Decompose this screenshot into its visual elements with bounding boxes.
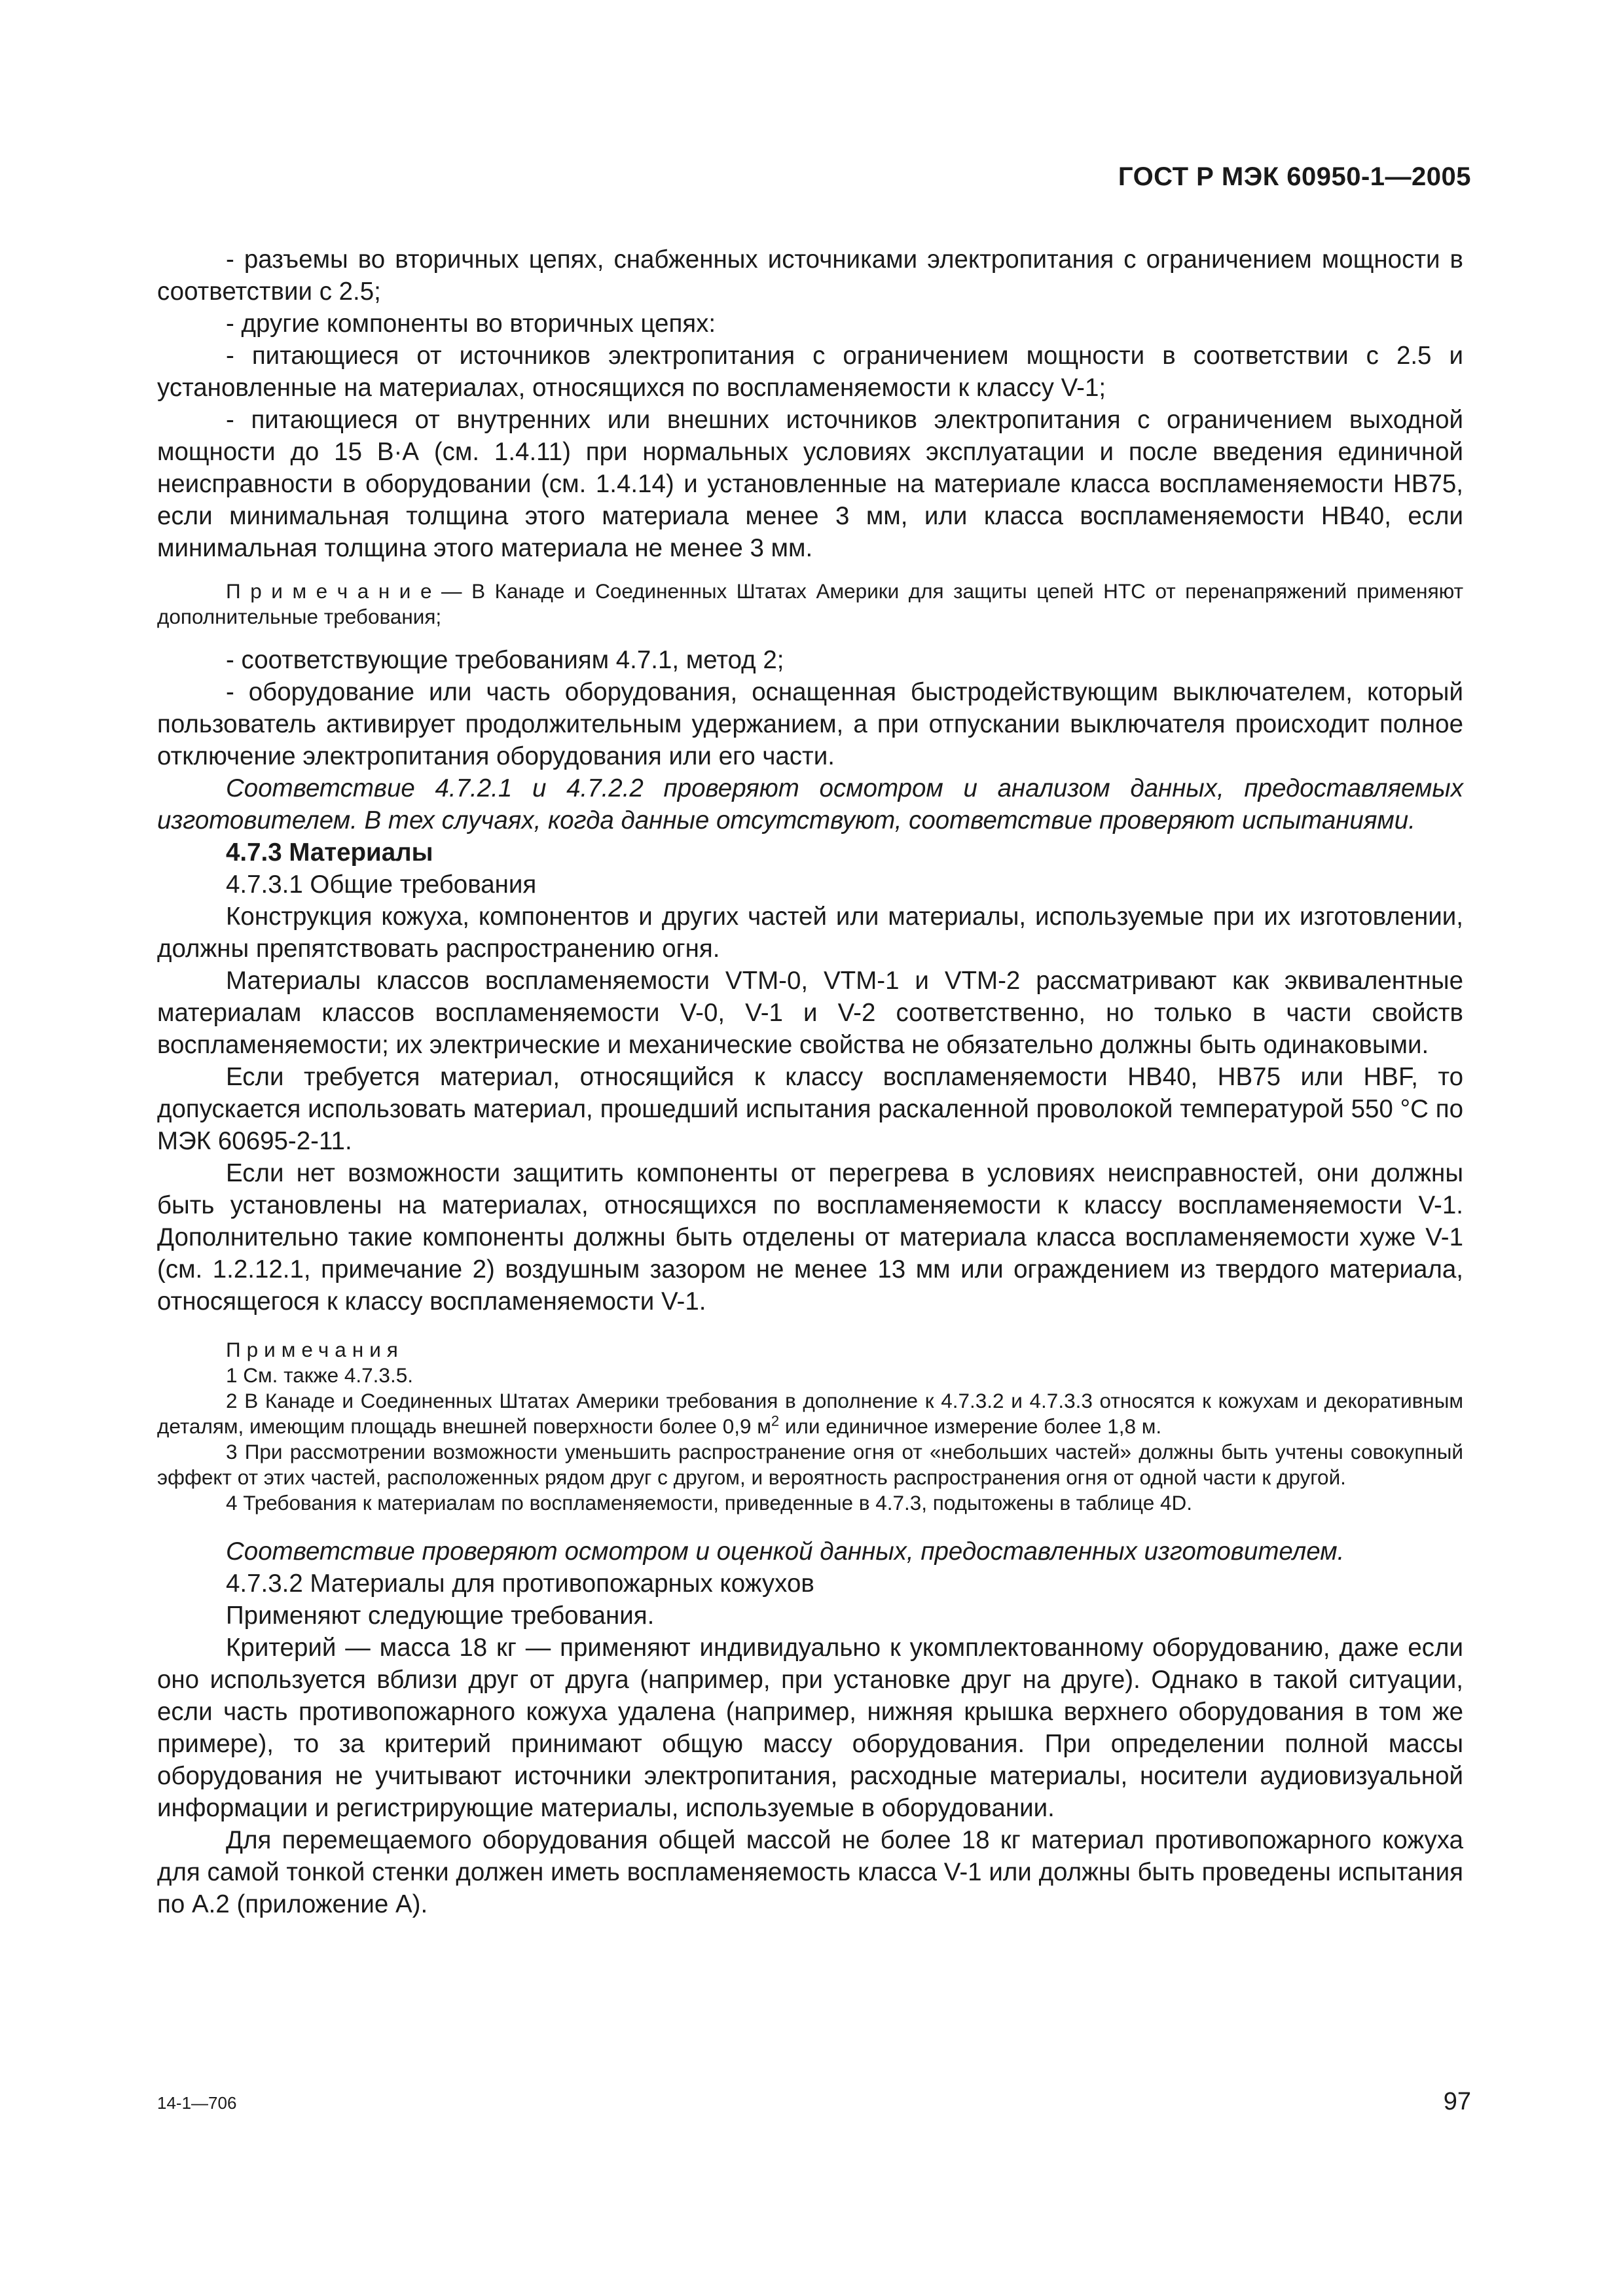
- paragraph: Конструкция кожуха, компонентов и других частей или материалы, используемые при их изготовлении, должны препятствовать распространению огня.: [157, 903, 1463, 963]
- note-text: 2 В Канаде и Соединенных Штатах Америки требования в дополнение к 4.7.3.2 и 4.7.3.3 относятся к кожухам и декоративным деталям, имеющим площадь внешней поверхности более 0,9 м: [157, 1389, 1463, 1438]
- paragraph: Для перемещаемого оборудования общей массой не более 18 кг материал противопожарного кожуха для самой тонкой стенки должен иметь воспламеняемость класса V-1 или должны быть проведены испытания по А.2 (приложение А).: [157, 1826, 1463, 1918]
- note: П р и м е ч а н и е — В Канаде и Соединенных Штатах Америки для защиты цепей НТС от перенапряжений применяют дополнительные требования;: [157, 579, 1463, 628]
- section-heading: 4.7.3 Материалы: [226, 838, 433, 867]
- paragraph: Если нет возможности защитить компоненты от перегрева в условиях неисправностей, они должны быть установлены на материалах, относящихся по воспламеняемости к классу воспламеняемости V-1. Дополнительно такие компоненты должны быть отделены от материала класса воспламеняемости хуже V-1 (см. 1.2.12.1, примечание 2) воздушным зазором не менее 13 мм или ограждением из твердого материала, относящегося к классу воспламеняемости V-1.: [157, 1159, 1463, 1316]
- compliance-statement: Соответствие проверяют осмотром и оценкой данных, предоставленных изготовителем.: [226, 1537, 1345, 1566]
- note-item: [157, 1388, 1463, 1439]
- paragraph: - питающиеся от источников электропитания с ограничением мощности в соответствии с 2.5 и установленные на материалах, относящихся по воспламеняемости к классу V-1;: [157, 342, 1463, 402]
- paragraph: - оборудование или часть оборудования, оснащенная быстродействующим выключателем, который пользователь активирует продолжительным удержанием, а при отпускании выключателя происходит полное отключение электропитания оборудования или его части.: [157, 678, 1463, 770]
- paragraph: - питающиеся от внутренних или внешних источников электропитания с ограничением выходной мощности до 15 В·А (см. 1.4.11) при нормальных условиях эксплуатации и после введения единичной неисправности в оборудовании (см. 1.4.14) и установленные на материале класса воспламеняемости НВ75, если минимальная толщина этого материала менее 3 мм, или класса воспламеняемости НВ40, если минимальная толщина этого материала не менее 3 мм.: [157, 406, 1463, 562]
- notes-heading: Примечания: [226, 1338, 404, 1361]
- paragraph: - разъемы во вторичных цепях, снабженных источниками электропитания с ограничением мощности в соответствии с 2.5;: [157, 245, 1463, 306]
- footer-code: 14-1—706: [157, 2093, 237, 2113]
- note-item: 1 См. также 4.7.3.5.: [226, 1363, 413, 1387]
- paragraph: - другие компоненты во вторичных цепях:: [226, 310, 716, 338]
- paragraph: Применяют следующие требования.: [226, 1602, 655, 1630]
- subsection-heading: 4.7.3.2 Материалы для противопожарных кожухов: [226, 1570, 814, 1598]
- paragraph: Критерий — масса 18 кг — применяют индивидуально к укомплектованному оборудованию, даже если оно используется вблизи друг от друга (например, при установке друг на друге). Однако в такой ситуации, если часть противопожарного кожуха удалена (например, нижняя крышка верхнего оборудования в том же примере), то за критерий принимают общую массу оборудования. При определении полной массы оборудования не учитывают источники электропитания, расходные материалы, носители аудиовизуальной информации и регистрирующие материалы, используемые в оборудовании.: [157, 1634, 1463, 1822]
- standard-header: ГОСТ Р МЭК 60950-1—2005: [1118, 162, 1471, 191]
- note-item: 4 Требования к материалам по воспламеняемости, приведенные в 4.7.3, подытожены в таблице 4D.: [226, 1491, 1192, 1515]
- subsection-heading: 4.7.3.1 Общие требования: [226, 870, 537, 899]
- paragraph: Материалы классов воспламеняемости VTM-0, VTM-1 и VTM-2 рассматривают как эквивалентные материалам классов воспламеняемости V-0, V-1 и V-2 соответственно, но только в части свойств воспламеняемости; их электрические и механические свойства не обязательно должны быть одинаковыми.: [157, 967, 1463, 1059]
- superscript: 2: [771, 1412, 780, 1429]
- paragraph: - соответствующие требованиям 4.7.1, метод 2;: [226, 646, 784, 674]
- compliance-statement: Соответствие 4.7.2.1 и 4.7.2.2 проверяют осмотром и анализом данных, предоставляемых изготовителем. В тех случаях, когда данные отсутствуют, соответствие проверяют испытаниями.: [157, 774, 1463, 834]
- page-number: 97: [1443, 2088, 1471, 2115]
- paragraph: Если требуется материал, относящийся к классу воспламеняемости НВ40, НВ75 или HBF, то допускается использовать материал, прошедший испытания раскаленной проволокой температурой 550 °С по МЭК 60695-2-11.: [157, 1063, 1463, 1155]
- note-text: или единичное измерение более 1,8 м.: [779, 1414, 1162, 1438]
- note-item: 3 При рассмотрении возможности уменьшить распространение огня от «небольших частей» должны быть учтены совокупный эффект от этих частей, расположенных рядом друг с другом, и вероятность распространения огня от одной части к другой.: [157, 1440, 1463, 1489]
- page-content: [157, 243, 1463, 1920]
